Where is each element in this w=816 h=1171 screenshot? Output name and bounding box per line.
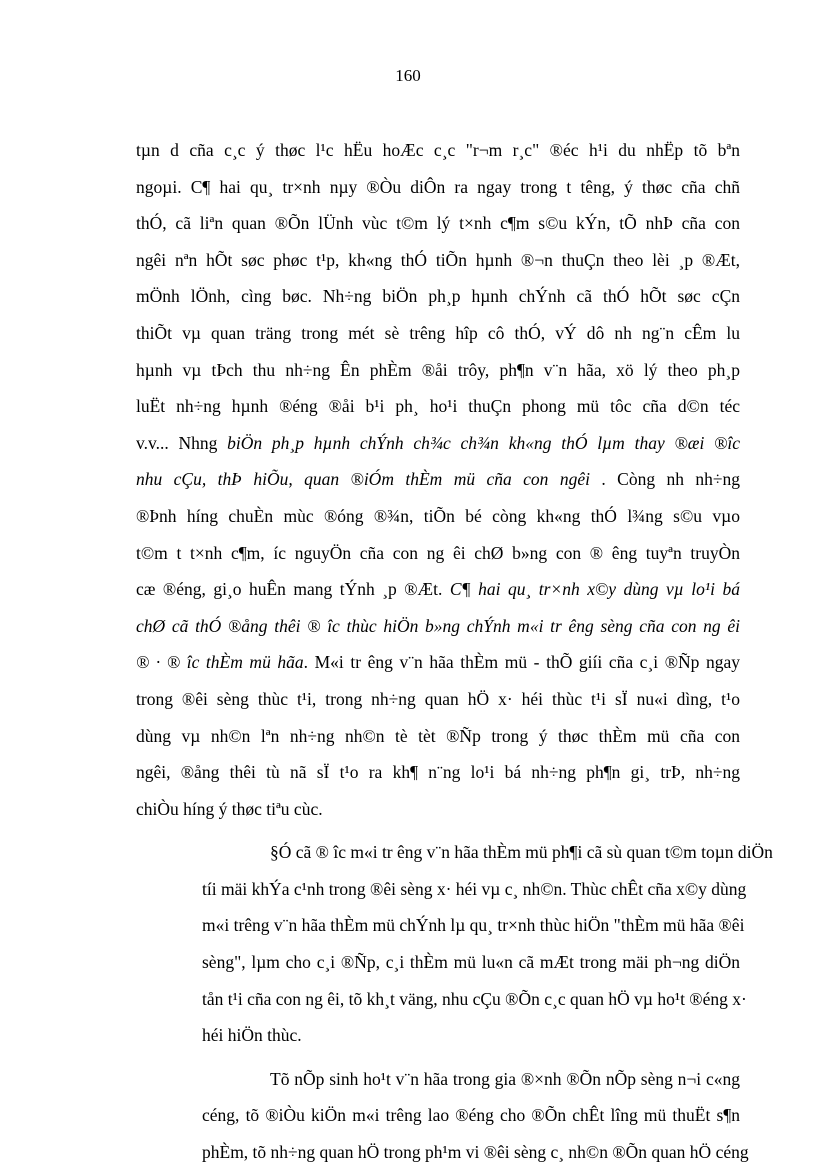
text-segment: ngêi nªn hÕt søc phøc t¹p, kh«ng thÓ tiÕn hµnh ®¬n thuÇn theo lèi ¸p ®Æt, [136, 249, 740, 270]
text-line [136, 535, 740, 572]
text-line [136, 608, 740, 645]
text-line [136, 315, 740, 352]
text-line [136, 871, 747, 908]
text-segment: thÓ, cã liªn quan ®Õn lÜnh vùc t©m lý t×nh c¶m s©u kÝn, tÕ nhÞ cña con [136, 213, 740, 234]
text-segment: . Còng nh nh÷ng [589, 469, 740, 490]
text-line [136, 1061, 740, 1098]
text-segment: t©m t t×nh c¶m, íc nguyÖn cña con ng êi chØ b»ng con ® êng tuyªn truyÒn [136, 542, 740, 563]
text-line [136, 907, 745, 944]
text-segment: m«i trêng v¨n hãa thÈm mü chÝnh lµ qu¸ tr×nh thùc hiÖn "thÈm mü hãa ®êi [202, 915, 745, 936]
text-line [136, 571, 740, 608]
text-line [136, 278, 740, 315]
text-line [136, 981, 747, 1018]
italic-text-segment: C¶ hai qu¸ tr×nh x©y dùng vµ lo¹i bá [449, 579, 740, 600]
text-line [136, 242, 740, 279]
text-segment: sèng", lµm cho c¸i ®Ñp, c¸i thÈm mü lu«n cã mÆt trong mäi ph¬ng diÖn [202, 952, 740, 973]
text-segment: ®Þnh híng chuÈn mùc ®óng ®¾n, tiÕn bé còng kh«ng thÓ l¾ng s©u vµo [136, 505, 740, 526]
text-segment: tµn d cña c¸c ý thøc l¹c hËu hoÆc c¸c "r¬m r¸c" ®éc h¹i du nhËp tõ bªn [136, 140, 740, 160]
paragraph [136, 132, 740, 827]
text-line [136, 352, 740, 389]
text-segment: Tõ nÕp sinh ho¹t v¨n hãa trong gia ®×nh ®Õn nÕp sèng n¬i c«ng [270, 1068, 740, 1089]
text-line [136, 1097, 740, 1134]
text-line [136, 754, 740, 791]
page-number: 160 [395, 66, 421, 85]
text-segment: chiÒu híng ý thøc tiªu cùc. [136, 798, 323, 819]
text-segment: mÖnh lÖnh, cìng bøc. Nh÷ng biÖn ph¸p hµnh chÝnh cã thÓ hÕt søc cÇn [136, 286, 740, 307]
text-segment: v.v... Nhng [136, 432, 228, 453]
text-segment: ngoµi. C¶ hai qu¸ tr×nh nµy ®Òu diÔn ra ngay trong t têng, ý thøc cña chñ [136, 176, 740, 197]
text-line [136, 681, 740, 718]
italic-text-segment: ® · ® îc thÈm mü hãa [136, 652, 304, 673]
italic-text-segment: nhu cÇu, thÞ hiÕu, quan ®iÓm thÈm mü cña con ngêi [136, 469, 590, 490]
text-line [136, 944, 740, 981]
italic-text-segment: chØ cã thÓ ®ång thêi ® îc thùc hiÖn b»ng chÝnh m«i tr êng sèng cña con ng êi [136, 615, 740, 636]
text-segment: trong ®êi sèng thùc t¹i, trong nh÷ng quan hÖ x· héi thùc t¹i sÏ nu«i dìng, t¹o [136, 688, 740, 709]
text-line [136, 461, 740, 498]
body-text [136, 132, 773, 1171]
text-line [136, 388, 740, 425]
text-line [136, 1017, 740, 1054]
text-line [136, 205, 740, 242]
text-segment: héi hiÖn thùc. [202, 1025, 302, 1046]
text-segment: thiÕt vµ quan träng trong mét sè trêng hîp cô thÓ, vÝ dô nh ng¨n cÊm lu [136, 322, 740, 343]
text-line [136, 791, 740, 828]
text-segment: céng, tõ ®iÒu kiÖn m«i trêng lao ®éng cho ®Õn chÊt lîng mü thuËt s¶n [202, 1105, 740, 1126]
paragraph [136, 834, 773, 1054]
paragraph [136, 1061, 749, 1171]
text-line [136, 1134, 749, 1171]
text-segment: tíi mäi khÝa c¹nh trong ®êi sèng x· héi vµ c¸ nh©n. Thùc chÊt cña x©y dùng [202, 878, 747, 899]
text-line [136, 169, 740, 206]
text-segment: tån t¹i cña con ng êi, tõ kh¸t väng, nhu cÇu ®Õn c¸c quan hÖ vµ ho¹t ®éng x· [202, 988, 747, 1009]
text-segment: dùng vµ nh©n lªn nh÷ng nh©n tè tèt ®Ñp trong ý thøc thÈm mü cña con [136, 725, 740, 746]
text-segment: phÈm, tõ nh÷ng quan hÖ trong ph¹m vi ®êi sèng c¸ nh©n ®Õn quan hÖ céng [202, 1142, 749, 1163]
text-line [136, 425, 740, 462]
text-segment: . M«i tr êng v¨n hãa thÈm mü - thÕ giíi cña c¸i ®Ñp ngay [303, 652, 740, 673]
text-segment: luËt nh÷ng hµnh ®éng ®åi b¹i ph¸ ho¹i thuÇn phong mü tôc cña d©n téc [136, 396, 740, 417]
text-line [136, 834, 773, 871]
text-line [136, 498, 740, 535]
text-line [136, 644, 740, 681]
text-line [136, 718, 740, 755]
italic-text-segment: biÖn ph¸p hµnh chÝnh ch¾c ch¾n kh«ng thÓ lµm thay ®æi ®îc [227, 432, 740, 453]
text-segment: ngêi, ®ång thêi tù nã sÏ t¹o ra kh¶ n¨ng lo¹i bá nh÷ng ph¶n gi¸ trÞ, nh÷ng [136, 762, 740, 783]
text-segment: cæ ®éng, gi¸o huÊn mang tÝnh ¸p ®Æt. [136, 579, 450, 600]
text-segment: §Ó cã ® îc m«i tr êng v¨n hãa thÈm mü ph¶i cã sù quan t©m toµn diÖn [270, 842, 773, 863]
text-segment: hµnh vµ tÞch thu nh÷ng Ên phÈm ®åi trôy, ph¶n v¨n hãa, xö lý theo ph¸p [136, 359, 740, 380]
text-line [136, 132, 740, 169]
